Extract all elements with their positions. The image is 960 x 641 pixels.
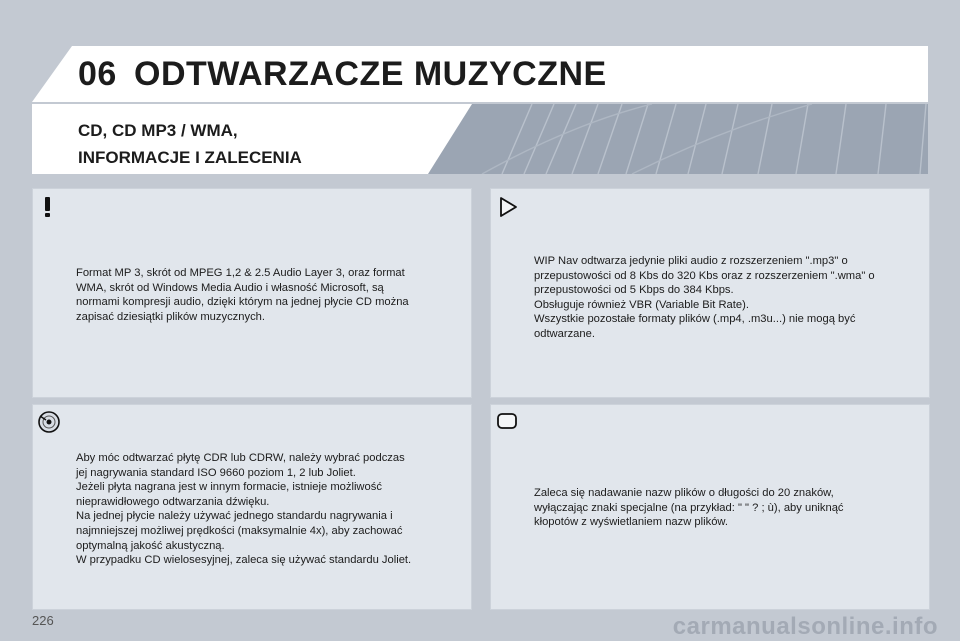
note-icon (496, 411, 518, 431)
warning-icon (36, 195, 60, 219)
format-info-text: Format MP 3, skrót od MPEG 1,2 & 2.5 Audio Layer 3, oraz format WMA, skrót od Windows Media Audio i własność Microsoft, są normami kompresji audio, dzięki którym na jednej płycie CD można zapisać dziesiątki plików muzycznych. (76, 267, 409, 323)
recording-info-text: Aby móc odtwarzać płytę CDR lub CDRW, należy wybrać podczas jej nagrywania standard ISO 9660 poziom 1, 2 lub Joliet. Jeżeli płyta nagrana jest w innym formacie, istnieje możliwość nieprawidłowego odtwarzania dźwięku. Na jednej płycie należy używać jednego standardu nagrywania i najmniejszej możliwej prędkości (maksymalnie 4x), aby zachować optymalną jakość akustyczną. W przypadku CD wielosesyjnej, zaleca się używać standardu Joliet. (76, 452, 412, 567)
filename-info-text: Zaleca się nadawanie nazw plików o długości do 20 znaków, wyłączając znaki specjalne (na przykład: " " ? ; ù), aby uniknąć kłopotów z wyświetlaniem nazw plików. (534, 487, 844, 529)
page-number: 226 (32, 613, 54, 628)
playback-info-text: WIP Nav odtwarza jedynie pliki audio z rozszerzeniem ".mp3" o przepustowości od 8 Kbs do 320 Kbs oraz z rozszerzeniem ".wma" o przepustowości od 5 Kbps do 384 Kbps. Obsługuje również VBR (Variable Bit Rate). Wszystkie pozostałe formaty plików (.mp4, .m3u...) nie mogą być odtwarzane. (534, 255, 875, 340)
subtitle-line-1: CD, CD MP3 / WMA, (78, 121, 238, 140)
section-subtitle (78, 117, 302, 171)
disc-icon (37, 410, 61, 434)
chapter-title: ODTWARZACZE MUZYCZNE (134, 55, 607, 93)
chapter-number: 06 (78, 55, 117, 93)
header-corner-cut (32, 46, 72, 102)
watermark: carmanualsonline.info (672, 613, 938, 640)
subtitle-line-2: INFORMACJE I ZALECENIA (78, 148, 302, 167)
play-icon (497, 196, 519, 218)
